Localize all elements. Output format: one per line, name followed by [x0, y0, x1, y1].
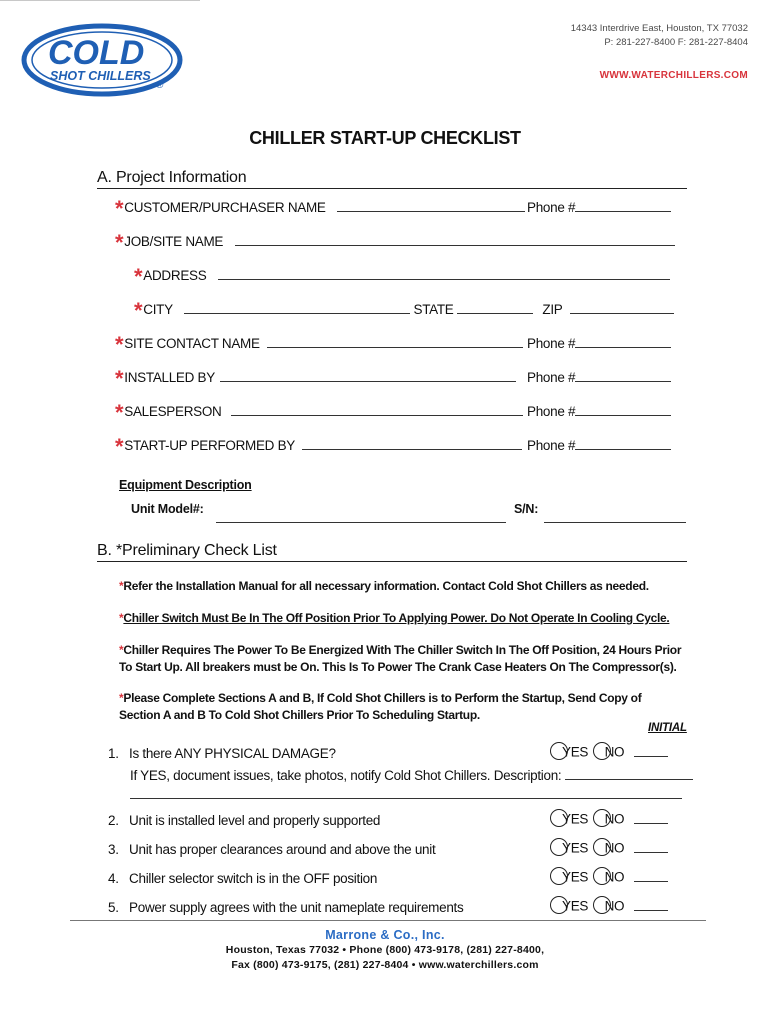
section-a-rule [97, 188, 687, 189]
check-item-2 [108, 813, 380, 828]
installed-by-phone-input[interactable] [575, 371, 671, 382]
required-star: * [115, 366, 124, 391]
company-address [571, 22, 748, 83]
installed-by-field [115, 366, 516, 391]
serial-number-label: S/N: [514, 502, 539, 516]
item-text: Unit has proper clearances around and above the unit [129, 842, 436, 857]
site-contact-input[interactable] [267, 337, 523, 348]
address-input[interactable] [218, 269, 670, 280]
yes-radio[interactable] [550, 742, 568, 760]
note-text: Please Complete Sections A and B, If Cold Shot Chillers is to Perform the Startup, Send Copy of Section A and B To Cold Shot Chillers Prior To Scheduling Startup. [119, 691, 642, 722]
logo-word-cold: COLD [48, 34, 145, 72]
city-field [134, 298, 674, 323]
no-radio[interactable] [593, 809, 611, 827]
yes-radio[interactable] [550, 896, 568, 914]
item-number: 5. [108, 900, 119, 915]
note-star: * [119, 691, 124, 705]
startup-by-input[interactable] [302, 439, 522, 450]
no-label: NO [604, 811, 625, 827]
address-label: ADDRESS [143, 268, 207, 283]
item-1-subtext [130, 768, 693, 783]
required-star: * [115, 196, 124, 221]
top-divider [0, 0, 200, 1]
city-input[interactable] [184, 303, 410, 314]
check-item-4 [108, 871, 377, 886]
item-2-yes-no [550, 811, 668, 829]
required-star: * [134, 264, 143, 289]
note-text: Chiller Switch Must Be In The Off Position Prior To Applying Power. Do Not Operate In Cooling Cycle. [123, 611, 670, 625]
startup-by-label: START-UP PERFORMED BY [124, 438, 295, 453]
startup-by-phone-input[interactable] [575, 439, 671, 450]
page-title: CHILLER START-UP CHECKLIST [249, 128, 521, 148]
site-contact-label: SITE CONTACT NAME [124, 336, 260, 351]
required-star: * [115, 434, 124, 459]
salesperson-input[interactable] [231, 405, 523, 416]
footer-line-2: Fax (800) 473-9175, (281) 227-8404 • www.waterchillers.com [231, 959, 539, 971]
no-label: NO [604, 869, 625, 885]
job-site-input[interactable] [235, 235, 675, 246]
item-5-yes-no [550, 898, 668, 916]
yes-radio[interactable] [550, 867, 568, 885]
no-radio[interactable] [593, 742, 611, 760]
cold-shot-chillers-logo [20, 22, 188, 100]
no-radio[interactable] [593, 867, 611, 885]
check-item-3 [108, 842, 435, 857]
phone-label: Phone # [527, 404, 576, 419]
yes-label: YES [562, 811, 589, 827]
job-site-label: JOB/SITE NAME [124, 234, 224, 249]
required-star: * [115, 230, 124, 255]
initial-input[interactable] [634, 746, 668, 757]
check-item-5 [108, 900, 463, 915]
state-input[interactable] [457, 303, 533, 314]
item-number: 2. [108, 813, 119, 828]
customer-field [115, 196, 525, 221]
item-text: Power supply agrees with the unit nameplate requirements [129, 900, 464, 915]
yes-label: YES [562, 744, 589, 760]
initial-input[interactable] [634, 842, 668, 853]
state-label: STATE [413, 302, 454, 317]
job-site-field [115, 230, 675, 255]
address-line-2: P: 281-227-8400 F: 281-227-8404 [604, 37, 748, 48]
serial-number-input[interactable] [544, 522, 686, 523]
no-label: NO [604, 744, 625, 760]
footer-company: Marrone & Co., Inc. [325, 928, 445, 942]
note-3 [119, 642, 685, 676]
item-4-yes-no [550, 869, 668, 887]
installed-by-input[interactable] [220, 371, 516, 382]
note-1 [119, 578, 689, 595]
city-label: CITY [143, 302, 173, 317]
initial-column-header: INITIAL [648, 722, 687, 734]
customer-phone-field [527, 200, 671, 215]
damage-description-input[interactable] [565, 769, 693, 780]
note-4 [119, 690, 659, 724]
salesperson-label: SALESPERSON [124, 404, 222, 419]
item-number: 1. [108, 746, 119, 761]
item-text: Unit is installed level and properly supported [129, 813, 381, 828]
installed-by-label: INSTALLED BY [124, 370, 215, 385]
zip-label: ZIP [542, 302, 563, 317]
initial-input[interactable] [634, 871, 668, 882]
salesperson-phone-field [527, 404, 671, 419]
required-star: * [115, 400, 124, 425]
startup-by-field [115, 434, 522, 459]
salesperson-field [115, 400, 523, 425]
item-number: 3. [108, 842, 119, 857]
note-star: * [119, 579, 124, 593]
unit-model-input[interactable] [216, 522, 506, 523]
phone-label: Phone # [527, 438, 576, 453]
customer-label: CUSTOMER/PURCHASER NAME [124, 200, 326, 215]
address-field [134, 264, 670, 289]
website-link[interactable]: WWW.WATERCHILLERS.COM [599, 70, 748, 81]
phone-label: Phone # [527, 336, 576, 351]
yes-label: YES [562, 840, 589, 856]
logo-word-shot-chillers: SHOT CHILLERS [50, 69, 151, 83]
yes-radio[interactable] [550, 809, 568, 827]
section-b-rule [97, 561, 687, 562]
note-2 [119, 610, 689, 627]
equipment-description-heading: Equipment Description [119, 478, 252, 492]
customer-phone-input[interactable] [575, 201, 671, 212]
yes-label: YES [562, 898, 589, 914]
initial-input[interactable] [634, 813, 668, 824]
unit-model-label: Unit Model#: [131, 502, 204, 516]
phone-label: Phone # [527, 370, 576, 385]
required-star: * [115, 332, 124, 357]
no-radio[interactable] [593, 896, 611, 914]
customer-input[interactable] [337, 201, 525, 212]
yes-label: YES [562, 869, 589, 885]
note-star: * [119, 611, 124, 625]
yes-radio[interactable] [550, 838, 568, 856]
installed-by-phone-field [527, 370, 671, 385]
item-subtext: If YES, document issues, take photos, notify Cold Shot Chillers. Description: [130, 768, 562, 783]
address-line-1: 14343 Interdrive East, Houston, TX 77032 [570, 23, 748, 34]
zip-input[interactable] [570, 303, 674, 314]
item-text: Is there ANY PHYSICAL DAMAGE? [129, 746, 336, 761]
item-text: Chiller selector switch is in the OFF position [129, 871, 378, 886]
required-star: * [134, 298, 143, 323]
site-contact-phone-field [527, 336, 671, 351]
item-1-yes-no [550, 744, 668, 762]
item-3-yes-no [550, 840, 668, 858]
initial-input[interactable] [634, 900, 668, 911]
footer-line-1: Houston, Texas 77032 • Phone (800) 473-9178, (281) 227-8400, [225, 944, 545, 956]
note-star: * [119, 643, 124, 657]
note-text: Chiller Requires The Power To Be Energized With The Chiller Switch In The Off Position, 24 Hours Prior To Start Up. All breakers must be On. This Is To Power The Crank Case Heaters On The Compressor(s). [119, 643, 682, 674]
site-contact-phone-input[interactable] [575, 337, 671, 348]
section-a-heading: A. Project Information [97, 169, 247, 186]
damage-description-line-2[interactable] [130, 798, 682, 799]
no-label: NO [604, 840, 625, 856]
startup-by-phone-field [527, 438, 671, 453]
registered-mark: ® [156, 80, 164, 91]
footer-divider [70, 920, 706, 921]
site-contact-field [115, 332, 523, 357]
no-label: NO [604, 898, 625, 914]
salesperson-phone-input[interactable] [575, 405, 671, 416]
check-item-1 [108, 746, 336, 761]
note-text: Refer the Installation Manual for all necessary information. Contact Cold Shot Chillers as needed. [123, 579, 649, 593]
item-number: 4. [108, 871, 119, 886]
no-radio[interactable] [593, 838, 611, 856]
section-b-heading: B. *Preliminary Check List [97, 542, 277, 559]
phone-label: Phone # [527, 200, 576, 215]
